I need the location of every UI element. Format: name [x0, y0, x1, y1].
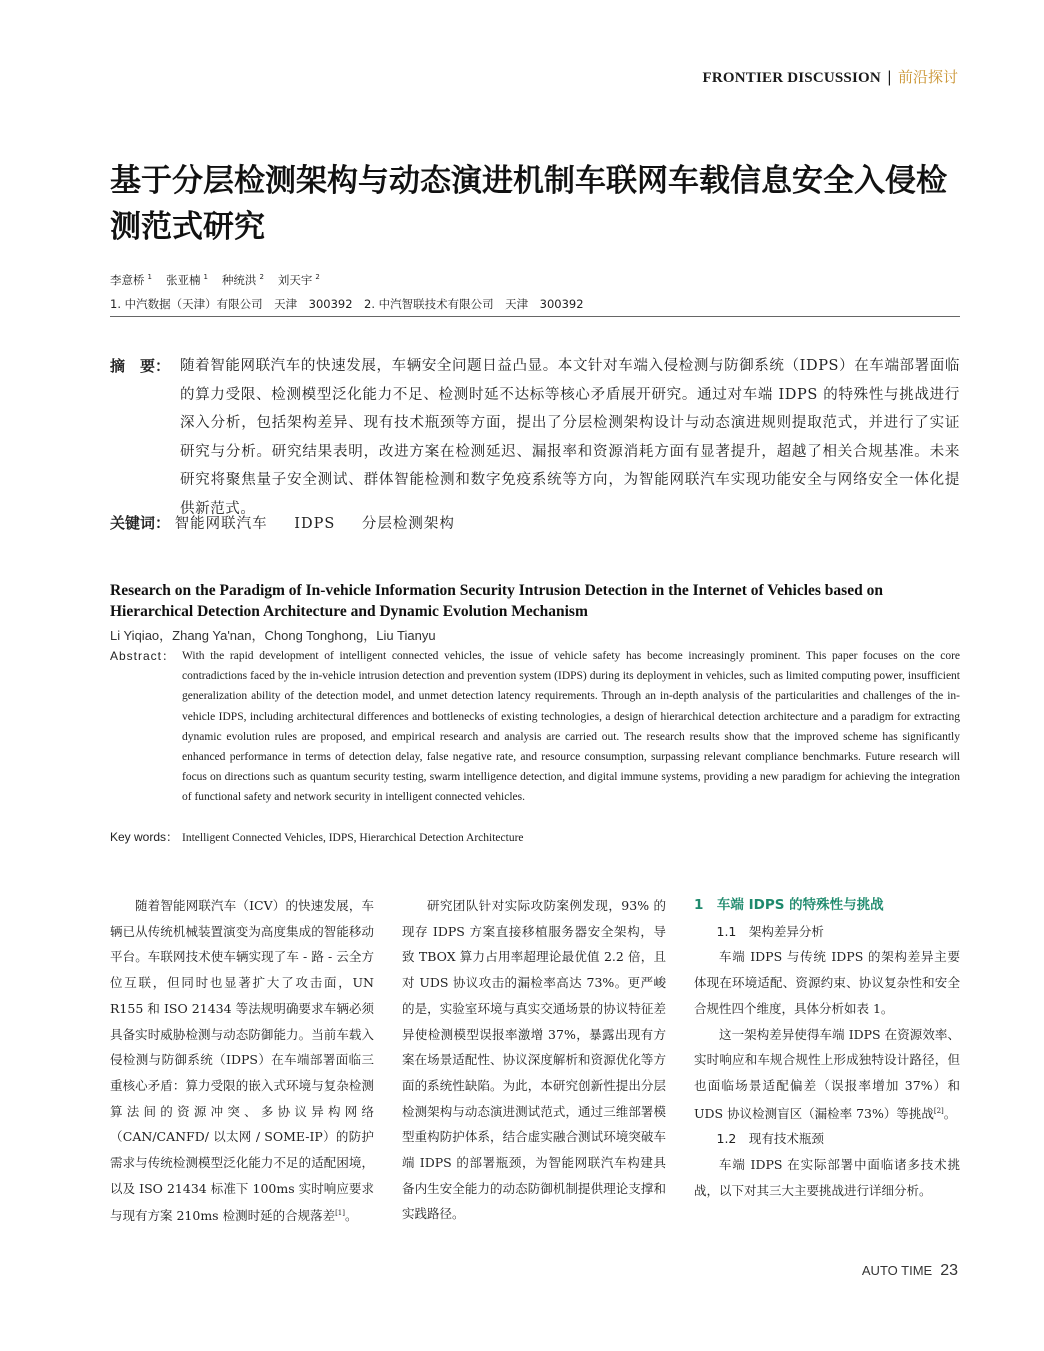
body-paragraph: 车端 IDPS 在实际部署中面临诸多技术挑战，以下对其三大主要挑战进行详细分析。	[694, 1157, 960, 1198]
section-heading: 1 车端 IDPS 的特殊性与挑战	[694, 897, 884, 913]
body-paragraph: 研究团队针对实际攻防案例发现，93% 的现存 IDPS 方案直接移植服务器安全架构，导致 TBOX 算力占用率超理论最优值 2.2 倍，且对 UDS 协议攻击的漏检率高达 73%。更严峻的是，实验室环境与真实交通场景的协议特征差异使检测模型误报率激增 37%，暴露出现有方案在场景适配性、协议深度解析和资源优化等方面的系统性缺陷。为此，本研究创新性提出分层检测架构与动态演进测试范式，通过三维部署模型重构防护体系，结合虚实融合测试环境突破车端 IDPS 的部署瓶颈，为智能网联汽车构建具备内生安全能力的动态防御机制提供理论支撑和实践路径。	[402, 898, 666, 1222]
keyword-item: IDPS	[294, 516, 336, 532]
citation-ref: [1]	[335, 1209, 345, 1218]
subsection-heading: 1.1 架构差异分析	[716, 923, 824, 939]
body-paragraph	[110, 893, 374, 1229]
paragraph-end: 。	[345, 1208, 358, 1224]
author-affiliation-mark: 1	[147, 273, 152, 281]
page-number: 23	[940, 1262, 958, 1279]
header-separator: |	[886, 68, 892, 86]
author-name: 李意桥	[110, 273, 145, 287]
keywords-en-label: Key words：	[110, 830, 179, 844]
body-column-2	[402, 893, 666, 1227]
abstract-cn	[110, 352, 960, 523]
abstract-en	[110, 646, 960, 808]
english-title: Research on the Paradigm of In-vehicle Information Security Intrusion Detection in the Internet of Vehicles based on Hierarchical Detection Architecture and Dynamic Evolution Mechanism	[110, 582, 883, 620]
running-header	[702, 66, 958, 87]
header-section-cn: 前沿探讨	[897, 68, 958, 86]
abstract-cn-label: 摘 要：	[110, 357, 171, 375]
page-footer	[862, 1262, 958, 1280]
author-affiliation-mark: 2	[315, 273, 320, 281]
author-name: 张亚楠	[165, 273, 201, 287]
abstract-cn-text: 随着智能网联汽车的快速发展，车辆安全问题日益凸显。本文针对车端入侵检测与防御系统（IDPS）在车端部署面临的算力受限、检测模型泛化能力不足、检测时延不达标等核心矛盾展开研究。通过对车端 IDPS 的特殊性与挑战进行深入分析，包括架构差异、现有技术瓶颈等方面，提出了分层检测架构设计与动态演进规则提取范式，并进行了实证研究与分析。研究结果表明，改进方案在检测延迟、漏报率和资源消耗方面有显著提升，超越了相关合规基准。未来研究将聚焦量子安全测试、群体智能检测和数字免疫系统等方向，为智能网联汽车实现功能安全与网络安全一体化提供新范式。	[180, 358, 960, 517]
body-paragraph: 车端 IDPS 与传统 IDPS 的架构差异主要体现在环境适配、资源约束、协议复杂性和安全合规性四个维度，具体分析如表 1。	[694, 949, 960, 1016]
author-name: 种统洪	[221, 273, 257, 287]
english-authors: Li Yiqiao，Zhang Ya'nan，Chong Tonghong，Liu Tianyu	[110, 628, 436, 643]
keyword-item: 智能网联汽车	[174, 516, 268, 532]
paragraph-text: 这一架构差异使得车端 IDPS 在资源效率、实时响应和车规合规性上形成独特设计路径，但也面临场景适配偏差（误报率增加 37%）和 UDS 协议检测盲区（漏检率 73%）等挑战	[694, 1026, 960, 1121]
body-paragraph	[694, 1022, 960, 1127]
body-column-1	[110, 893, 374, 1229]
subsection-heading: 1.2 现有技术瓶颈	[716, 1131, 824, 1147]
body-column-3	[694, 893, 960, 1203]
keywords-en	[110, 828, 524, 845]
paragraph-text: 随着智能网联汽车（ICV）的快速发展，车辆已从传统机械装置演变为高度集成的智能移动平台。车联网技术使车辆实现了车 - 路 - 云全方位互联，但同时也显著扩大了攻击面，UN R155 和 ISO 21434 等法规明确要求车辆必须具备实时威胁检测与动态防御能力。当前车载入侵检测与防御系统（IDPS）在车端部署面临三重核心矛盾：算力受限的嵌入式环境与复杂检测算法间的资源冲突、多协议异构网络（CAN/CANFD/ 以太网 / SOME-IP）的防护需求与传统检测模型泛化能力不足的适配困境，以及 ISO 21434 标准下 100ms 实时响应要求与现有方案 210ms 检测时延的合规落差	[110, 898, 374, 1224]
article-title: 基于分层检测架构与动态演进机制车联网车载信息安全入侵检测范式研究	[110, 163, 947, 245]
abstract-en-label: Abstract：	[110, 649, 176, 663]
abstract-en-text: With the rapid development of intelligent connected vehicles, the issue of vehicle safety has become increasingly prominent. This paper focuses on the core contradictions faced by the in-vehicle intrusion detection and prevention system (IDPS) during its deployment in vehicles, such as limited computing power, insufficient generalization ability of the detection model, and unmet detection latency requirements. Through an in-depth analysis of the particularities and challenges of the in-vehicle IDPS, including architectural differences and bottlenecks of existing technologies, a design of hierarchical detection architecture and a paradigm for extracting dynamic evolution rules are proposed, and empirical research and analysis are carried out. The research results show that the improved scheme has significantly enhanced performance in terms of detection delay, false negative rate, and resource consumption, surpassing relevant compliance benchmarks. Future research will focus on directions such as quantum security testing, swarm intelligence detection, and digital immune systems, providing a new paradigm for achieving the integration of functional safety and network security in intelligent connected vehicles.	[182, 650, 960, 804]
paragraph-end: 。	[943, 1105, 957, 1121]
author-affiliation-mark: 1	[203, 273, 208, 281]
header-section-en: FRONTIER DISCUSSION	[702, 70, 881, 86]
keywords-en-text: Intelligent Connected Vehicles, IDPS, Hierarchical Detection Architecture	[182, 832, 524, 844]
author-affiliation-mark: 2	[259, 273, 264, 281]
affiliations: 1. 中汽数据（天津）有限公司 天津 300392 2. 中汽智联技术有限公司 天津 300392	[110, 297, 584, 311]
journal-name: AUTO TIME	[861, 1263, 933, 1278]
author-list	[110, 272, 334, 288]
keywords-cn-label: 关键词：	[110, 514, 171, 532]
author-name: 刘天宇	[277, 273, 313, 287]
keyword-item: 分层检测架构	[361, 516, 455, 532]
keywords-cn	[110, 512, 477, 533]
citation-ref: [2]	[933, 1106, 944, 1115]
divider-rule	[110, 316, 960, 317]
